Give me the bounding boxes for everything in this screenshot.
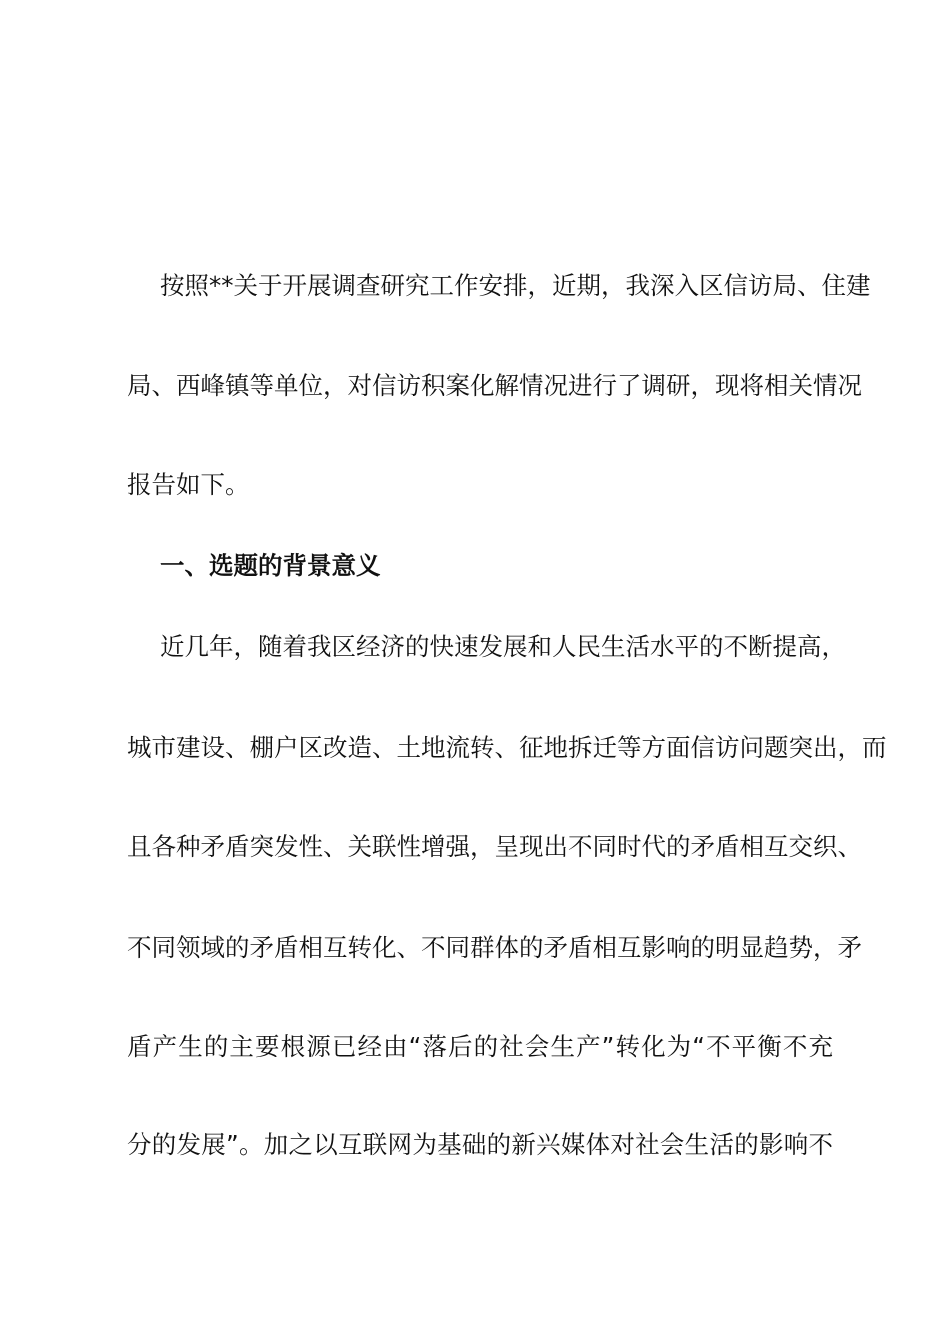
- body-line-5: 盾产生的主要根源已经由“落后的社会生产”转化为“不平衡不充: [127, 1032, 833, 1061]
- intro-line-3: 报告如下。: [127, 470, 250, 499]
- intro-line-2: 局、西峰镇等单位，对信访积案化解情况进行了调研，现将相关情况: [127, 371, 862, 400]
- body-line-1: 近几年，随着我区经济的快速发展和人民生活水平的不断提高，: [160, 632, 846, 661]
- body-line-2: 城市建设、棚户区改造、土地流转、征地拆迁等方面信访问题突出，而: [127, 733, 887, 762]
- body-line-4: 不同领域的矛盾相互转化、不同群体的矛盾相互影响的明显趋势，矛: [127, 933, 862, 962]
- intro-line-1: 按照**关于开展调查研究工作安排，近期，我深入区信访局、住建: [160, 271, 871, 300]
- body-line-6: 分的发展”。加之以互联网为基础的新兴媒体对社会生活的影响不: [127, 1130, 833, 1159]
- section-heading: 一、选题的背景意义: [160, 551, 381, 580]
- body-line-3: 且各种矛盾突发性、关联性增强，呈现出不同时代的矛盾相互交织、: [127, 832, 862, 861]
